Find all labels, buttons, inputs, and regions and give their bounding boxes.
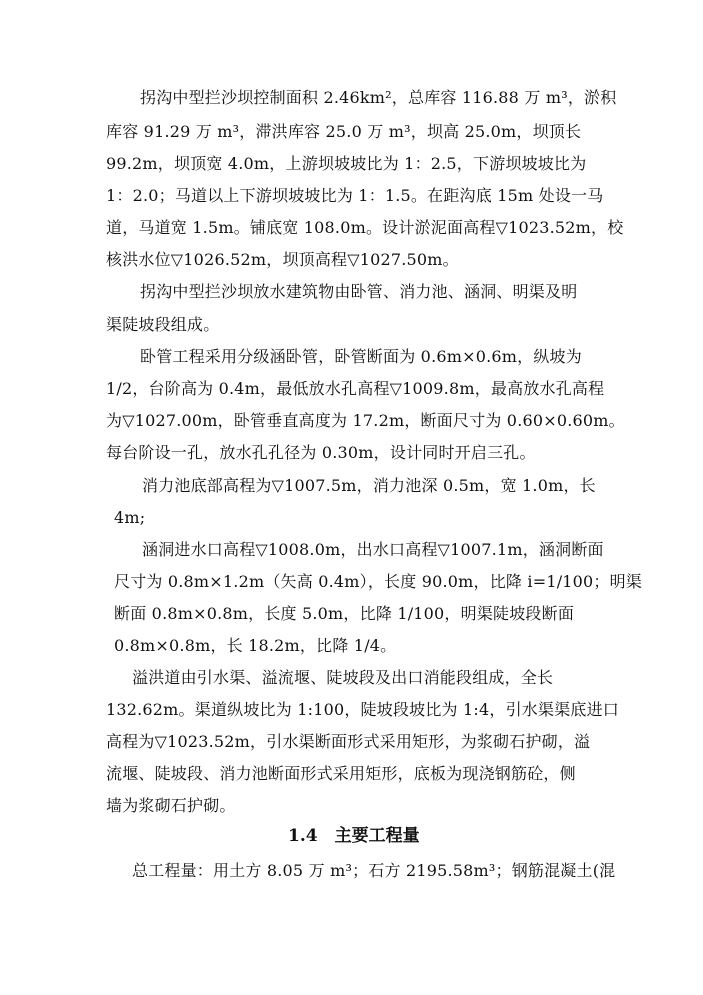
paragraph-1-line-6: 核洪水位▽1026.52m，坝顶高程▽1027.50m。 [106, 250, 459, 269]
paragraph-3-line-1: 卧管工程采用分级涵卧管，卧管断面为 0.6m×0.6m，纵坡为 [140, 347, 582, 366]
paragraph-6-line-2: 132.62m。渠道纵坡比为 1:100，陡坡段坡比为 1:4，引水渠渠底进口 [106, 700, 619, 719]
paragraph-1-line-1: 拐沟中型拦沙坝控制面积 2.46km²，总库容 116.88 万 m³，淤积 [140, 88, 617, 107]
paragraph-4-line-1: 消力池底部高程为▽1007.5m，消力池深 0.5m，宽 1.0m，长 [142, 476, 596, 495]
paragraph-1-line-3: 99.2m，坝顶宽 4.0m，上游坝坡坡比为 1：2.5，下游坝坡坡比为 [106, 154, 587, 173]
paragraph-2-line-1: 拐沟中型拦沙坝放水建筑物由卧管、消力池、涵洞、明渠及明 [140, 282, 578, 301]
paragraph-3-line-2: 1/2，台阶高为 0.4m，最低放水孔高程▽1009.8m，最高放水孔高程 [106, 379, 605, 398]
paragraph-1-line-4: 1：2.0；马道以上下游坝坡坡比为 1：1.5。在距沟底 15m 处设一马 [106, 186, 604, 205]
paragraph-6-line-5: 墙为浆砌石护砌。 [106, 796, 236, 815]
paragraph-1-line-2: 库容 91.29 万 m³，滞洪库容 25.0 万 m³，坝高 25.0m，坝顶长 [106, 122, 582, 141]
paragraph-5-line-4: 0.8m×0.8m，长 18.2m，比降 1/4。 [114, 636, 397, 655]
paragraph-6-line-4: 流堰、陡坡段、消力池断面形式采用矩形，底板为现浇钢筋砼，侧 [106, 764, 576, 783]
paragraph-5-line-1: 涵洞进水口高程▽1008.0m，出水口高程▽1007.1m，涵洞断面 [142, 540, 604, 559]
paragraph-1-line-5: 道，马道宽 1.5m。铺底宽 108.0m。设计淤泥面高程▽1023.52m，校 [106, 218, 624, 237]
paragraph-3-line-4: 每台阶设一孔，放水孔孔径为 0.30m，设计同时开启三孔。 [106, 443, 536, 462]
paragraph-3-line-3: 为▽1027.00m，卧管垂直高度为 17.2m，断面尺寸为 0.60×0.60m。 [106, 411, 625, 430]
paragraph-6-line-1: 溢洪道由引水渠、溢流堰、陡坡段及出口消能段组成，全长 [132, 668, 554, 687]
section-heading: 1.4 主要工程量 [288, 826, 420, 846]
paragraph-5-line-3: 断面 0.8m×0.8m，长度 5.0m，比降 1/100，明渠陡坡段断面 [114, 604, 575, 623]
paragraph-5-line-2: 尺寸为 0.8m×1.2m（矢高 0.4m），长度 90.0m，比降 i=1/100；明渠 [114, 572, 643, 591]
paragraph-2-line-2: 渠陡坡段组成。 [106, 315, 220, 334]
total-quantities-line: 总工程量：用土方 8.05 万 m³；石方 2195.58m³；钢筋混凝土(混 [132, 861, 616, 880]
paragraph-4-line-2: 4m; [114, 508, 146, 527]
paragraph-6-line-3: 高程为▽1023.52m，引水渠断面形式采用矩形，为浆砌石护砌，溢 [106, 732, 591, 751]
